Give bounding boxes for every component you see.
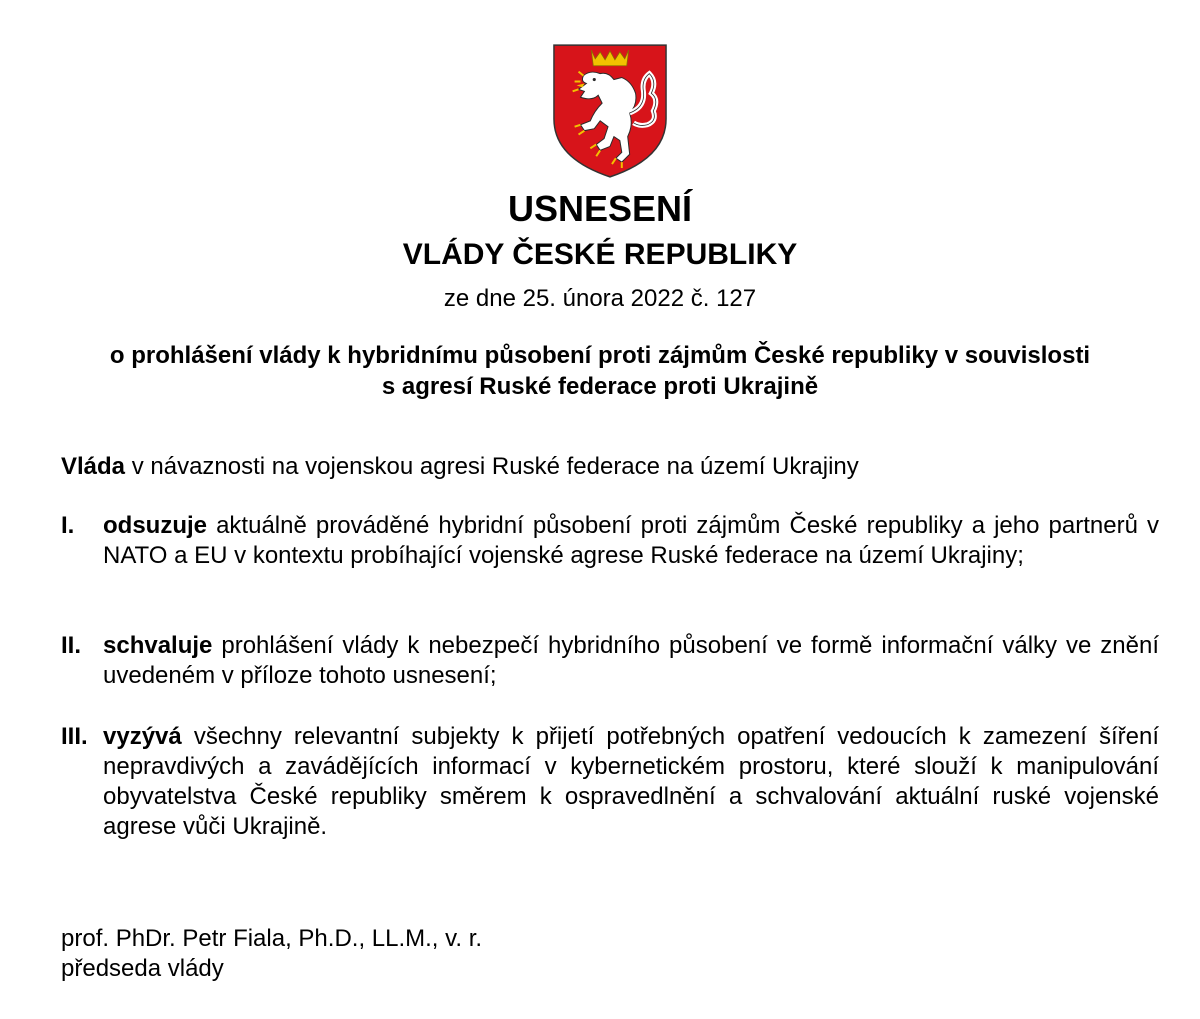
item-number: I. [61, 512, 75, 539]
item-verb: schvaluje [103, 632, 213, 659]
item-text: prohlášení vlády k nebezpečí hybridního působení ve formě informační války ve znění uvedeném v příloze tohoto usnesení; [103, 632, 1159, 689]
item-text: všechny relevantní subjekty k přijetí potřebných opatření vedoucích k zamezení šíření nepravdivých a zavádějících informací v kybernetickém prostoru, které slouží k manipulování obyvatelstva České republiky směrem k ospravedlnění a schvalování aktuální ruské vojenské agrese vůči Ukrajině. [103, 723, 1159, 840]
resolution-item [61, 631, 1159, 691]
intro-subject-word: Vláda [61, 453, 126, 480]
item-text: aktuálně prováděné hybridní působení proti zájmům České republiky a jeho partnerů v NATO a EU v kontextu probíhající vojenské agrese Ruské federace na území Ukrajiny; [103, 512, 1159, 569]
resolution-item [61, 722, 1159, 842]
resolution-subject [40, 340, 1160, 402]
subject-line-1: o prohlášení vlády k hybridnímu působení proti zájmům České republiky v souvislosti [109, 342, 1091, 369]
item-number: II. [61, 632, 82, 659]
item-number: III. [61, 723, 88, 750]
item-verb: odsuzuje [103, 512, 208, 539]
signature-block [61, 924, 482, 984]
item-body [103, 631, 1159, 691]
czech-coat-of-arms-icon [551, 41, 669, 181]
document-title: USNESENÍ [507, 188, 693, 229]
item-verb: vyzývá [103, 723, 182, 750]
subject-line-2: s agresí Ruské federace proti Ukrajině [381, 373, 819, 400]
date-and-number: ze dne 25. února 2022 č. 127 [443, 285, 757, 312]
document-subtitle: VLÁDY ČESKÉ REPUBLIKY [402, 238, 798, 271]
signatory-name: prof. PhDr. Petr Fiala, Ph.D., LL.M., v. r. [61, 925, 483, 952]
item-body [103, 722, 1159, 842]
resolution-item [61, 511, 1159, 571]
signatory-role: předseda vlády [61, 955, 224, 982]
intro-paragraph [61, 452, 859, 482]
item-body [103, 511, 1159, 571]
intro-text: v návaznosti na vojenskou agresi Ruské federace na území Ukrajiny [125, 453, 859, 480]
